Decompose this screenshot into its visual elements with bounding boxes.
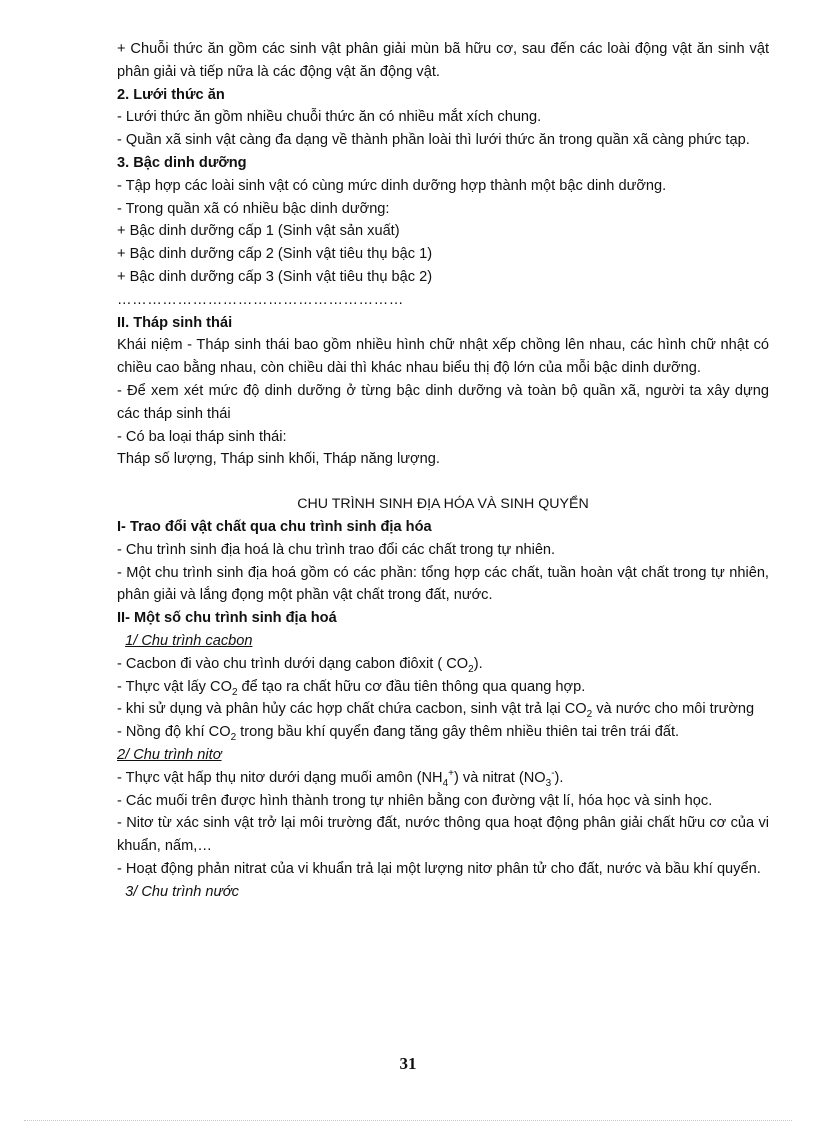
subscript: 2 <box>468 663 474 675</box>
heading-ecological-pyramid: II. Tháp sinh thái <box>117 314 233 331</box>
list-item-level-3: + Bậc dinh dưỡng cấp 3 (Sinh vật tiêu thụ bậc 2) <box>117 268 433 285</box>
dotted-separator: ………………………………………………… <box>117 291 404 308</box>
text-span: để tạo ra chất hữu cơ đầu tiên thông qua quang hợp. <box>237 678 586 695</box>
subheading-nitrogen-cycle <box>117 744 769 767</box>
paragraph-pyramid-list: Tháp số lượng, Tháp sinh khối, Tháp năng lượng. <box>117 451 440 468</box>
text-span: ) và nitrat (NO <box>453 769 546 786</box>
paragraph-pyramid-concept: Khái niệm - Tháp sinh thái bao gồm nhiều hình chữ nhật xếp chồng lên nhau, các hình chữ nhật có chiều cao bằng nhau, còn chiều dài thì khác nhau biểu thị độ lớn của mỗi bậc dinh dưỡng. <box>117 337 769 377</box>
text-span: ). <box>554 769 564 786</box>
paragraph-trophic-1: - Tập hợp các loài sinh vật có cùng mức dinh dưỡng hợp thành một bậc dinh dưỡng. <box>117 177 667 194</box>
paragraph-carbon-4 <box>117 721 769 744</box>
text-span: và nước cho môi trường <box>592 701 755 718</box>
subheading-carbon-label: 1/ Chu trình cacbon <box>125 632 253 649</box>
paragraph-nitrogen-3: - Nitơ từ xác sinh vật trở lại môi trường đất, nước thông qua hoạt động phân giải chất hữu cơ của vi khuẩn, nấm,… <box>117 815 769 855</box>
text-span: trong bầu khí quyển đang tăng gây thêm nhiều thiên tai trên trái đất. <box>236 724 680 741</box>
text-span: - Thực vật hấp thụ nitơ dưới dạng muối amôn (NH <box>117 769 443 786</box>
text-span: - Thực vật lấy CO <box>117 678 232 695</box>
paragraph-carbon-1 <box>117 653 769 676</box>
subheading-nitrogen-label: 2/ Chu trình nitơ <box>117 746 222 763</box>
heading-trophic-level: 3. Bậc dinh dưỡng <box>117 154 247 171</box>
heading-biogeochemical-exchange: I- Trao đổi vật chất qua chu trình sinh địa hóa <box>117 518 432 535</box>
subscript: 2 <box>586 709 593 721</box>
subscript: 4 <box>442 777 449 789</box>
document-body <box>117 38 769 903</box>
text-span: - Nồng độ khí CO <box>117 724 231 741</box>
subscript: 3 <box>545 777 552 789</box>
paragraph-cycle-definition: - Chu trình sinh địa hoá là chu trình trao đổi các chất trong tự nhiên. <box>117 541 556 558</box>
paragraph-food-web-2: - Quần xã sinh vật càng đa dạng về thành phần loài thì lưới thức ăn trong quần xã càng phức tạp. <box>117 132 750 149</box>
subscript: 2 <box>230 732 237 744</box>
subheading-carbon-cycle <box>117 630 769 653</box>
list-item-level-1: + Bậc dinh dưỡng cấp 1 (Sinh vật sản xuất) <box>117 223 400 240</box>
paragraph-food-web-1: - Lưới thức ăn gồm nhiều chuỗi thức ăn có nhiều mắt xích chung. <box>117 109 542 126</box>
heading-some-cycles: II- Một số chu trình sinh địa hoá <box>117 610 337 627</box>
text-span: ). <box>473 655 483 672</box>
paragraph-nitrogen-4: - Hoạt động phản nitrat của vi khuẩn trả lại một lượng nitơ phân tử cho đất, nước và bầu khí quyển. <box>117 860 761 877</box>
spacer <box>117 471 769 493</box>
paragraph-carbon-3 <box>117 698 769 721</box>
superscript: - <box>551 767 555 779</box>
paragraph-cycle-parts: - Một chu trình sinh địa hoá gồm có các phần: tổng hợp các chất, tuần hoàn vật chất trong tự nhiên, phân giải và lắng đọng một phần vật chất trong đất, nước. <box>117 564 769 604</box>
paragraph-food-chain: + Chuỗi thức ăn gồm các sinh vật phân giải mùn bã hữu cơ, sau đến các loài động vật ăn sinh vật phân giải và tiếp nữa là các động vật ăn động vật. <box>117 41 769 80</box>
heading-food-web: 2. Lưới thức ăn <box>117 86 225 103</box>
section-title: CHU TRÌNH SINH ĐỊA HÓA VÀ SINH QUYỂN <box>297 496 589 513</box>
subheading-water-cycle <box>117 881 769 904</box>
superscript: + <box>448 767 454 779</box>
paragraph-pyramid-types: - Có ba loại tháp sinh thái: <box>117 428 287 445</box>
subscript: 2 <box>231 686 238 698</box>
page-bottom-divider <box>24 1120 792 1121</box>
page-number: 31 <box>399 1054 417 1073</box>
text-span: - khi sử dụng và phân hủy các hợp chất chứa cacbon, sinh vật trả lại CO <box>117 701 587 718</box>
text-span: - Cacbon đi vào chu trình dưới dạng cabon điôxit ( CO <box>117 655 469 672</box>
paragraph-nitrogen-1 <box>117 767 769 790</box>
subheading-water-label: 3/ Chu trình nước <box>125 883 239 900</box>
list-item-level-2: + Bậc dinh dưỡng cấp 2 (Sinh vật tiêu thụ bậc 1) <box>117 246 433 263</box>
paragraph-pyramid-purpose: - Để xem xét mức độ dinh dưỡng ở từng bậc dinh dưỡng và toàn bộ quần xã, người ta xây dựng các tháp sinh thái <box>117 382 769 422</box>
paragraph-carbon-2 <box>117 676 769 699</box>
paragraph-trophic-2: - Trong quần xã có nhiều bậc dinh dưỡng: <box>117 200 390 217</box>
paragraph-nitrogen-2: - Các muối trên được hình thành trong tự nhiên bằng con đường vật lí, hóa học và sinh học. <box>117 792 713 809</box>
